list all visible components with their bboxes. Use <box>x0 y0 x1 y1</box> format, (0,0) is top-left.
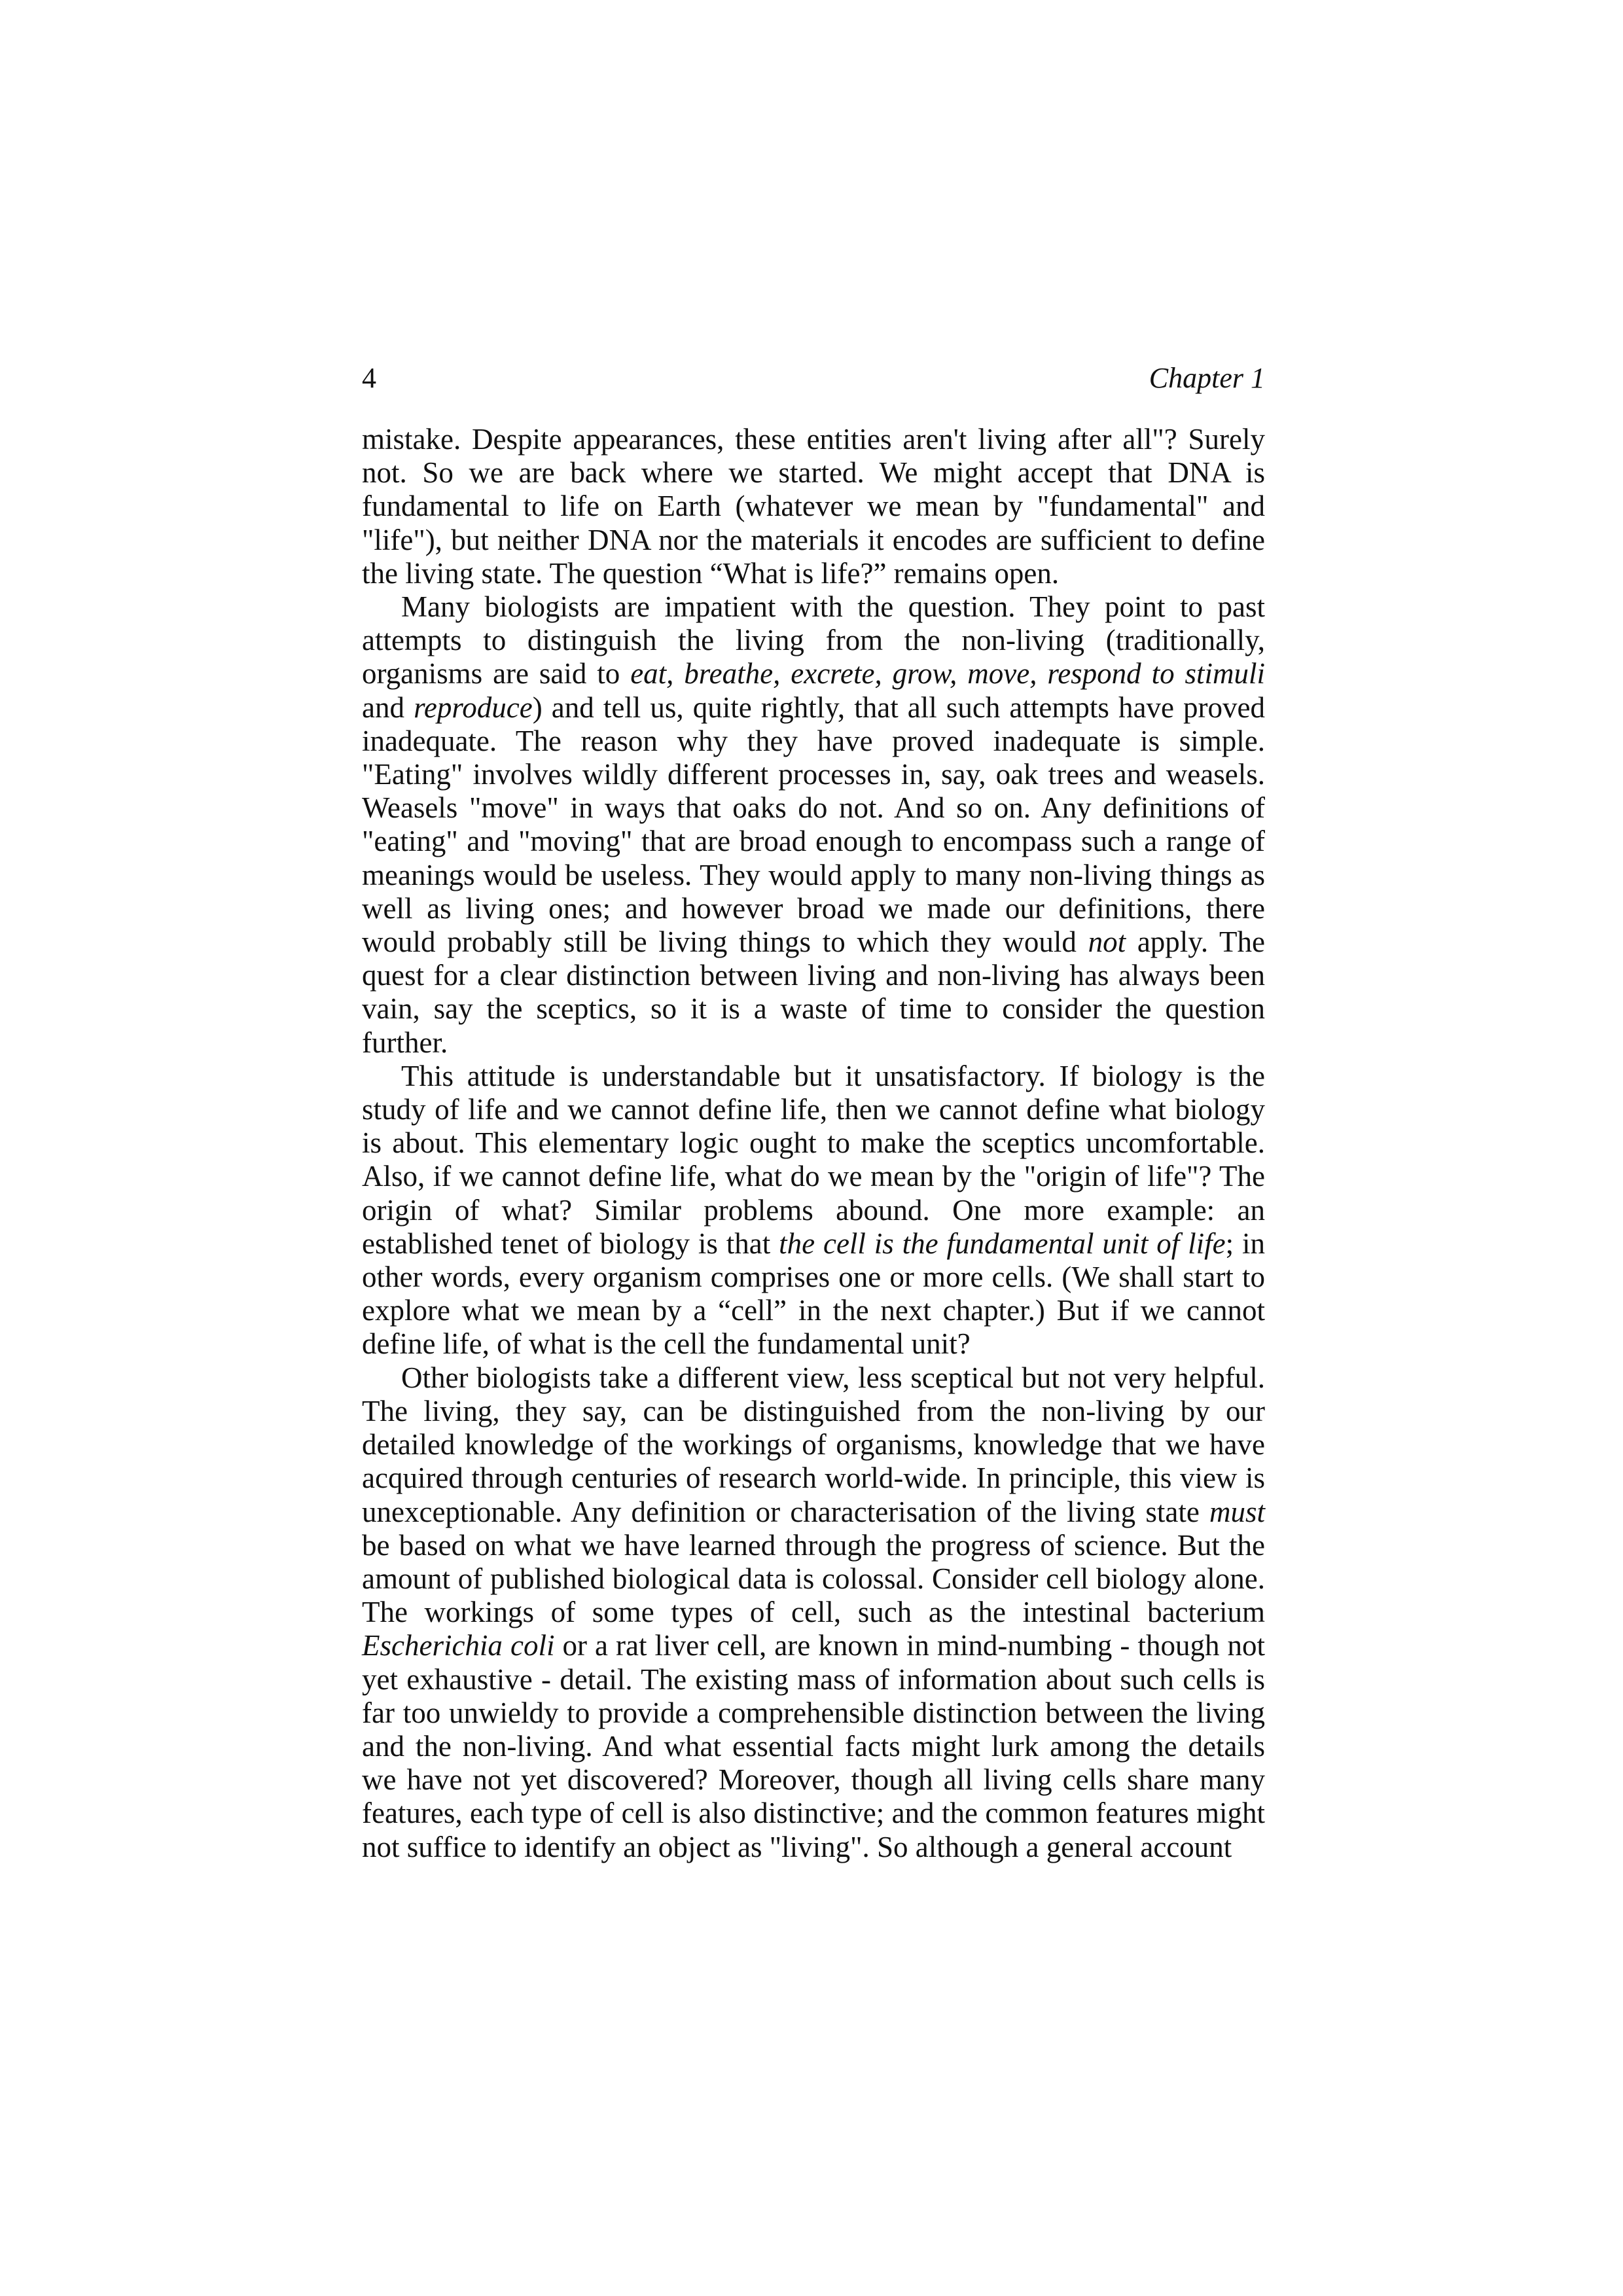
page-header <box>362 359 1265 398</box>
paragraph-text: mistake. Despite appearances, these entities aren't living after all"? Surely not. So we are back where we started. We might accept that DNA is fundamental to life on Earth (whatever we mean by "fundamental" and "life"), but neither DNA nor the materials it encodes are sufficient to define the living state. The question “What is life?” remains open. <box>362 423 1265 590</box>
paragraph-4 <box>362 1361 1265 1864</box>
species-name: Escherichia coli <box>362 1629 555 1662</box>
paragraph-text: Many biologists are impatient with the question. They point to past attempts to distinguish the living from the non-living (traditionally, organisms are said to <box>362 590 1265 691</box>
paragraph-text: This attitude is understandable but it unsatisfactory. If biology is the study of life and we cannot define life, then we cannot define what biology is about. This elementary logic ought to make the sceptics uncomfortable. Also, if we cannot define life, what do we mean by the "origin of life"? The origin of what? Similar problems abound. One more example: an established tenet of biology is that <box>362 1059 1265 1260</box>
emphasis-text: the cell is the fundamental unit of life <box>779 1227 1226 1260</box>
page-number: 4 <box>362 362 376 394</box>
emphasis-text: not <box>1088 925 1126 959</box>
body-text <box>362 423 1265 1864</box>
paragraph-text: and <box>362 691 414 724</box>
emphasis-text: must <box>1209 1495 1265 1528</box>
paragraph-text: apply. The quest for a clear distinction between living and non-living has always been vain, say the sceptics, so it is a waste of time to consider the question further. <box>362 925 1265 1059</box>
paragraph-text: or a rat liver cell, are known in mind-numbing - though not yet exhaustive - detail. The existing mass of information about such cells is far too unwieldy to provide a comprehensible distinction between the living and the non-living. And what essential facts might lurk among the details we have not yet discovered? Moreover, though all living cells share many features, each type of cell is also distinctive; and the common features might not suffice to identify an object as "living". So although a general account <box>362 1629 1265 1863</box>
paragraph-text: ) and tell us, quite rightly, that all such attempts have proved inadequate. The reason why they have proved inadequate is simple. "Eating" involves wildly different processes in, say, oak trees and weasels. Weasels "move" in ways that oaks do not. And so on. Any definitions of "eating" and "moving" that are broad enough to encompass such a range of meanings would be useless. They would apply to many non-living things as well as living ones; and however broad we made our definitions, there would probably still be living things to which they would <box>362 691 1265 959</box>
paragraph-2 <box>362 590 1265 1060</box>
paragraph-1 <box>362 423 1265 590</box>
emphasis-text: eat, breathe, excrete, grow, move, respond to stimuli <box>630 657 1265 691</box>
paragraph-text: ; in other words, every organism comprises one or more cells. (We shall start to explore what we mean by a “cell” in the next chapter.) But if we cannot define life, of what is the cell the fundamental unit? <box>362 1227 1265 1361</box>
paragraph-text: be based on what we have learned through the progress of science. But the amount of published biological data is colossal. Consider cell biology alone. The workings of some types of cell, such as the intestinal bacterium <box>362 1528 1265 1629</box>
running-head: Chapter 1 <box>1149 362 1265 394</box>
paragraph-text: Other biologists take a different view, less sceptical but not very helpful. The living, they say, can be distinguished from the non-living by our detailed knowledge of the workings of organisms, knowledge that we have acquired through centuries of research world-wide. In principle, this view is unexceptionable. Any definition or characterisation of the living state <box>362 1361 1265 1528</box>
emphasis-text: reproduce <box>414 691 533 724</box>
paragraph-3 <box>362 1060 1265 1361</box>
